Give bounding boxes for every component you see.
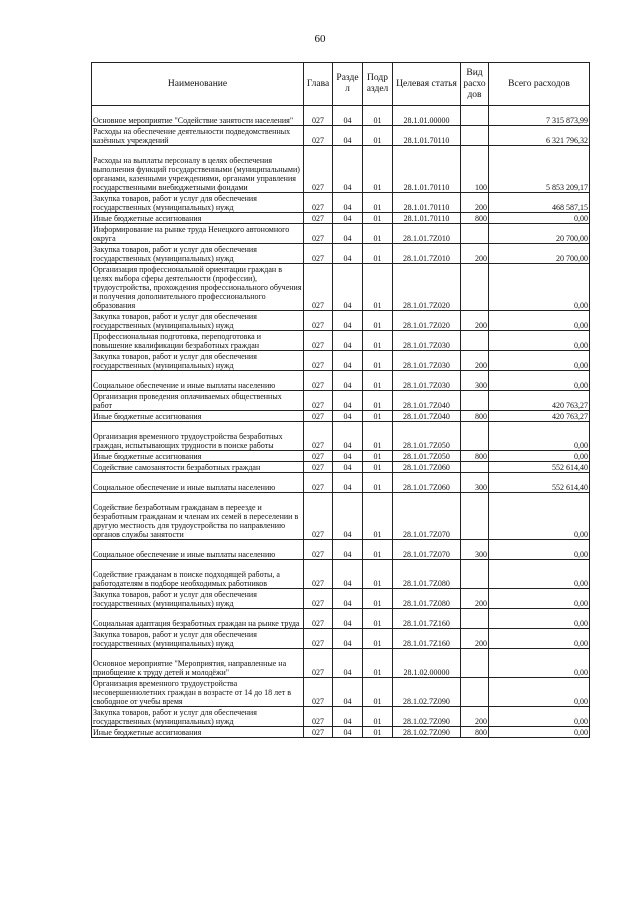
header-type: Вид расхо дов [461, 63, 489, 106]
cell-section: 04 [333, 264, 363, 311]
cell-name: Закупка товаров, работ и услуг для обеспечения государственных (муниципальных) нужд [92, 589, 304, 609]
cell-chapter: 027 [304, 473, 333, 493]
table-row [92, 473, 590, 493]
cell-type: 300 [461, 473, 489, 493]
cell-chapter: 027 [304, 264, 333, 311]
cell-name: Содействие безработным гражданам в переезде и безработным гражданам и членам их семей в переселении в другую местность для трудоустройства по направлению органов службы занятости [92, 493, 304, 540]
cell-name: Организация временного трудоустройства безработных граждан, испытывающих трудности в поиске работы [92, 422, 304, 451]
cell-target: 28.1.01.7Z040 [393, 391, 461, 411]
cell-type: 200 [461, 244, 489, 264]
table-row [92, 224, 590, 244]
cell-target: 28.1.01.7Z080 [393, 589, 461, 609]
cell-name: Содействие самозанятости безработных граждан [92, 462, 304, 473]
cell-target: 28.1.01.7Z010 [393, 244, 461, 264]
cell-target: 28.1.01.7Z070 [393, 493, 461, 540]
cell-section: 04 [333, 331, 363, 351]
cell-type [461, 422, 489, 451]
cell-total: 0,00 [489, 331, 590, 351]
cell-section: 04 [333, 540, 363, 560]
table-row [92, 629, 590, 649]
cell-chapter: 027 [304, 391, 333, 411]
cell-target: 28.1.01.7Z160 [393, 609, 461, 629]
cell-total: 0,00 [489, 264, 590, 311]
cell-type [461, 126, 489, 146]
cell-name: Основное мероприятие "Мероприятия, направленные на приобщение к труду детей и молодёжи" [92, 649, 304, 678]
cell-subsection: 01 [363, 589, 393, 609]
table-row [92, 560, 590, 589]
cell-type [461, 264, 489, 311]
cell-chapter: 027 [304, 126, 333, 146]
cell-subsection: 01 [363, 224, 393, 244]
cell-type [461, 224, 489, 244]
cell-name: Социальное обеспечение и иные выплаты населению [92, 540, 304, 560]
cell-total: 0,00 [489, 678, 590, 707]
header-section: Разде л [333, 63, 363, 106]
cell-total: 0,00 [489, 351, 590, 371]
table-body [92, 106, 590, 738]
cell-total: 20 700,00 [489, 244, 590, 264]
cell-total: 0,00 [489, 451, 590, 462]
cell-name: Иные бюджетные ассигнования [92, 411, 304, 422]
cell-total: 0,00 [489, 707, 590, 727]
cell-section: 04 [333, 609, 363, 629]
table-row [92, 678, 590, 707]
cell-total: 20 700,00 [489, 224, 590, 244]
header-target: Целевая статья [393, 63, 461, 106]
cell-type: 200 [461, 589, 489, 609]
cell-target: 28.1.01.7Z160 [393, 629, 461, 649]
cell-total: 552 614,40 [489, 462, 590, 473]
cell-chapter: 027 [304, 146, 333, 193]
cell-total: 0,00 [489, 609, 590, 629]
cell-target: 28.1.01.70110 [393, 126, 461, 146]
cell-target: 28.1.02.7Z090 [393, 727, 461, 738]
cell-subsection: 01 [363, 213, 393, 224]
cell-subsection: 01 [363, 451, 393, 462]
table-row [92, 649, 590, 678]
table-row [92, 371, 590, 391]
cell-type: 200 [461, 193, 489, 213]
cell-type [461, 462, 489, 473]
cell-target: 28.1.01.70110 [393, 146, 461, 193]
table-row [92, 451, 590, 462]
cell-chapter: 027 [304, 224, 333, 244]
table-row [92, 126, 590, 146]
cell-total: 6 321 796,32 [489, 126, 590, 146]
cell-section: 04 [333, 351, 363, 371]
cell-name: Информирование на рынке труда Ненецкого автономного округа [92, 224, 304, 244]
cell-chapter: 027 [304, 678, 333, 707]
header-subsection: Подр аздел [363, 63, 393, 106]
table-row [92, 411, 590, 422]
cell-chapter: 027 [304, 351, 333, 371]
table-row [92, 106, 590, 126]
cell-total: 0,00 [489, 311, 590, 331]
cell-name: Закупка товаров, работ и услуг для обеспечения государственных (муниципальных) нужд [92, 351, 304, 371]
cell-chapter: 027 [304, 540, 333, 560]
cell-section: 04 [333, 146, 363, 193]
cell-target: 28.1.02.00000 [393, 649, 461, 678]
cell-total: 0,00 [489, 540, 590, 560]
table-row [92, 540, 590, 560]
cell-section: 04 [333, 678, 363, 707]
cell-section: 04 [333, 451, 363, 462]
table-row [92, 707, 590, 727]
header-chapter: Глава [304, 63, 333, 106]
cell-type [461, 560, 489, 589]
cell-target: 28.1.01.7Z050 [393, 451, 461, 462]
table-row [92, 589, 590, 609]
cell-target: 28.1.01.7Z070 [393, 540, 461, 560]
table-row [92, 422, 590, 451]
cell-name: Закупка товаров, работ и услуг для обеспечения государственных (муниципальных) нужд [92, 707, 304, 727]
cell-subsection: 01 [363, 678, 393, 707]
cell-section: 04 [333, 727, 363, 738]
cell-target: 28.1.01.7Z030 [393, 351, 461, 371]
table-row [92, 727, 590, 738]
cell-target: 28.1.01.7Z010 [393, 224, 461, 244]
cell-type [461, 678, 489, 707]
cell-chapter: 027 [304, 727, 333, 738]
table-row [92, 351, 590, 371]
cell-name: Иные бюджетные ассигнования [92, 451, 304, 462]
cell-chapter: 027 [304, 649, 333, 678]
cell-section: 04 [333, 311, 363, 331]
table-row [92, 193, 590, 213]
cell-name: Расходы на выплаты персоналу в целях обеспечения выполнения функций государственными (муниципальными) органами, казенными учреждениями, органами управления государственными внебюджетными фондами [92, 146, 304, 193]
cell-subsection: 01 [363, 649, 393, 678]
cell-target: 28.1.01.7Z050 [393, 422, 461, 451]
cell-section: 04 [333, 213, 363, 224]
cell-name: Иные бюджетные ассигнования [92, 727, 304, 738]
cell-name: Закупка товаров, работ и услуг для обеспечения государственных (муниципальных) нужд [92, 629, 304, 649]
cell-chapter: 027 [304, 244, 333, 264]
cell-type: 800 [461, 213, 489, 224]
cell-name: Расходы на обеспечение деятельности подведомственных казённых учреждений [92, 126, 304, 146]
cell-name: Иные бюджетные ассигнования [92, 213, 304, 224]
cell-total: 420 763,27 [489, 391, 590, 411]
cell-target: 28.1.01.7Z060 [393, 473, 461, 493]
page-number: 60 [314, 33, 326, 45]
cell-type [461, 331, 489, 351]
cell-subsection: 01 [363, 707, 393, 727]
cell-type: 100 [461, 146, 489, 193]
cell-name: Закупка товаров, работ и услуг для обеспечения государственных (муниципальных) нужд [92, 244, 304, 264]
header-name: Наименование [92, 63, 304, 106]
cell-subsection: 01 [363, 244, 393, 264]
cell-type: 800 [461, 727, 489, 738]
cell-type: 800 [461, 451, 489, 462]
cell-type [461, 649, 489, 678]
cell-total: 0,00 [489, 727, 590, 738]
cell-chapter: 027 [304, 411, 333, 422]
cell-total: 552 614,40 [489, 473, 590, 493]
table-row [92, 493, 590, 540]
table-row [92, 146, 590, 193]
cell-section: 04 [333, 629, 363, 649]
cell-chapter: 027 [304, 629, 333, 649]
cell-total: 0,00 [489, 589, 590, 609]
cell-name: Социальное обеспечение и иные выплаты населению [92, 473, 304, 493]
table-row [92, 609, 590, 629]
cell-total: 5 853 209,17 [489, 146, 590, 193]
cell-subsection: 01 [363, 462, 393, 473]
cell-type: 300 [461, 371, 489, 391]
cell-section: 04 [333, 126, 363, 146]
cell-subsection: 01 [363, 106, 393, 126]
table-row [92, 462, 590, 473]
cell-subsection: 01 [363, 126, 393, 146]
cell-subsection: 01 [363, 391, 393, 411]
cell-name: Социальная адаптация безработных граждан на рынке труда [92, 609, 304, 629]
cell-total: 0,00 [489, 493, 590, 540]
cell-section: 04 [333, 493, 363, 540]
cell-type [461, 609, 489, 629]
cell-subsection: 01 [363, 560, 393, 589]
cell-subsection: 01 [363, 331, 393, 351]
cell-chapter: 027 [304, 707, 333, 727]
cell-section: 04 [333, 707, 363, 727]
cell-target: 28.1.01.7Z020 [393, 311, 461, 331]
cell-type: 200 [461, 707, 489, 727]
cell-chapter: 027 [304, 589, 333, 609]
cell-chapter: 027 [304, 311, 333, 331]
cell-section: 04 [333, 473, 363, 493]
cell-subsection: 01 [363, 727, 393, 738]
cell-total: 0,00 [489, 213, 590, 224]
cell-section: 04 [333, 244, 363, 264]
cell-type [461, 391, 489, 411]
cell-name: Профессиональная подготовка, переподготовка и повышение квалификации безработных граждан [92, 331, 304, 351]
cell-name: Организация проведения оплачиваемых общественных работ [92, 391, 304, 411]
cell-subsection: 01 [363, 146, 393, 193]
header-total: Всего расходов [489, 63, 590, 106]
cell-type: 200 [461, 629, 489, 649]
cell-target: 28.1.01.70110 [393, 213, 461, 224]
cell-name: Основное мероприятие "Содействие занятости населения" [92, 106, 304, 126]
cell-chapter: 027 [304, 609, 333, 629]
cell-subsection: 01 [363, 351, 393, 371]
cell-subsection: 01 [363, 371, 393, 391]
cell-subsection: 01 [363, 311, 393, 331]
cell-target: 28.1.01.7Z030 [393, 331, 461, 351]
cell-subsection: 01 [363, 193, 393, 213]
cell-total: 0,00 [489, 649, 590, 678]
cell-total: 420 763,27 [489, 411, 590, 422]
cell-section: 04 [333, 411, 363, 422]
cell-chapter: 027 [304, 213, 333, 224]
cell-subsection: 01 [363, 422, 393, 451]
cell-chapter: 027 [304, 560, 333, 589]
cell-chapter: 027 [304, 422, 333, 451]
cell-section: 04 [333, 106, 363, 126]
cell-total: 0,00 [489, 371, 590, 391]
cell-section: 04 [333, 649, 363, 678]
cell-section: 04 [333, 371, 363, 391]
cell-total: 468 587,15 [489, 193, 590, 213]
cell-section: 04 [333, 462, 363, 473]
cell-name: Организация временного трудоустройства несовершеннолетних граждан в возрасте от 14 до 18 лет в свободное от учебы время [92, 678, 304, 707]
cell-total: 0,00 [489, 560, 590, 589]
cell-section: 04 [333, 193, 363, 213]
cell-type: 200 [461, 351, 489, 371]
cell-target: 28.1.01.00000 [393, 106, 461, 126]
table-row [92, 213, 590, 224]
cell-subsection: 01 [363, 493, 393, 540]
cell-target: 28.1.01.7Z080 [393, 560, 461, 589]
cell-name: Закупка товаров, работ и услуг для обеспечения государственных (муниципальных) нужд [92, 193, 304, 213]
cell-chapter: 027 [304, 331, 333, 351]
cell-type [461, 106, 489, 126]
cell-section: 04 [333, 560, 363, 589]
cell-target: 28.1.02.7Z090 [393, 707, 461, 727]
cell-subsection: 01 [363, 609, 393, 629]
table-row [92, 311, 590, 331]
budget-table [91, 62, 590, 738]
cell-subsection: 01 [363, 411, 393, 422]
cell-type: 300 [461, 540, 489, 560]
cell-target: 28.1.01.7Z020 [393, 264, 461, 311]
cell-name: Социальное обеспечение и иные выплаты населению [92, 371, 304, 391]
cell-name: Организация профессиональной ориентации граждан в целях выбора сферы деятельности (профессии), трудоустройства, прохождения профессионального обучения и получения дополнительного профессионального образования [93, 265, 302, 310]
header-row [92, 63, 590, 106]
cell-chapter: 027 [304, 193, 333, 213]
cell-target: 28.1.01.7Z040 [393, 411, 461, 422]
cell-chapter: 027 [304, 371, 333, 391]
cell-total: 0,00 [489, 422, 590, 451]
cell-subsection: 01 [363, 264, 393, 311]
table-row [92, 331, 590, 351]
cell-chapter: 027 [304, 493, 333, 540]
cell-type [461, 493, 489, 540]
cell-subsection: 01 [363, 629, 393, 649]
cell-chapter: 027 [304, 462, 333, 473]
cell-target: 28.1.01.70110 [393, 193, 461, 213]
cell-subsection: 01 [363, 540, 393, 560]
cell-name: Закупка товаров, работ и услуг для обеспечения государственных (муниципальных) нужд [92, 311, 304, 331]
table-row [92, 264, 590, 311]
cell-type: 800 [461, 411, 489, 422]
cell-target: 28.1.02.7Z090 [393, 678, 461, 707]
table-row [92, 244, 590, 264]
cell-section: 04 [333, 224, 363, 244]
cell-target: 28.1.01.7Z030 [393, 371, 461, 391]
cell-subsection: 01 [363, 473, 393, 493]
cell-chapter: 027 [304, 106, 333, 126]
table-row [92, 391, 590, 411]
cell-name: Содействие гражданам в поиске подходящей работы, а работодателям в подборе необходимых работников [92, 560, 304, 589]
cell-total: 7 315 873,99 [489, 106, 590, 126]
cell-total: 0,00 [489, 629, 590, 649]
cell-section: 04 [333, 422, 363, 451]
cell-section: 04 [333, 589, 363, 609]
cell-chapter: 027 [304, 451, 333, 462]
cell-target: 28.1.01.7Z060 [393, 462, 461, 473]
cell-section: 04 [333, 391, 363, 411]
cell-type: 200 [461, 311, 489, 331]
